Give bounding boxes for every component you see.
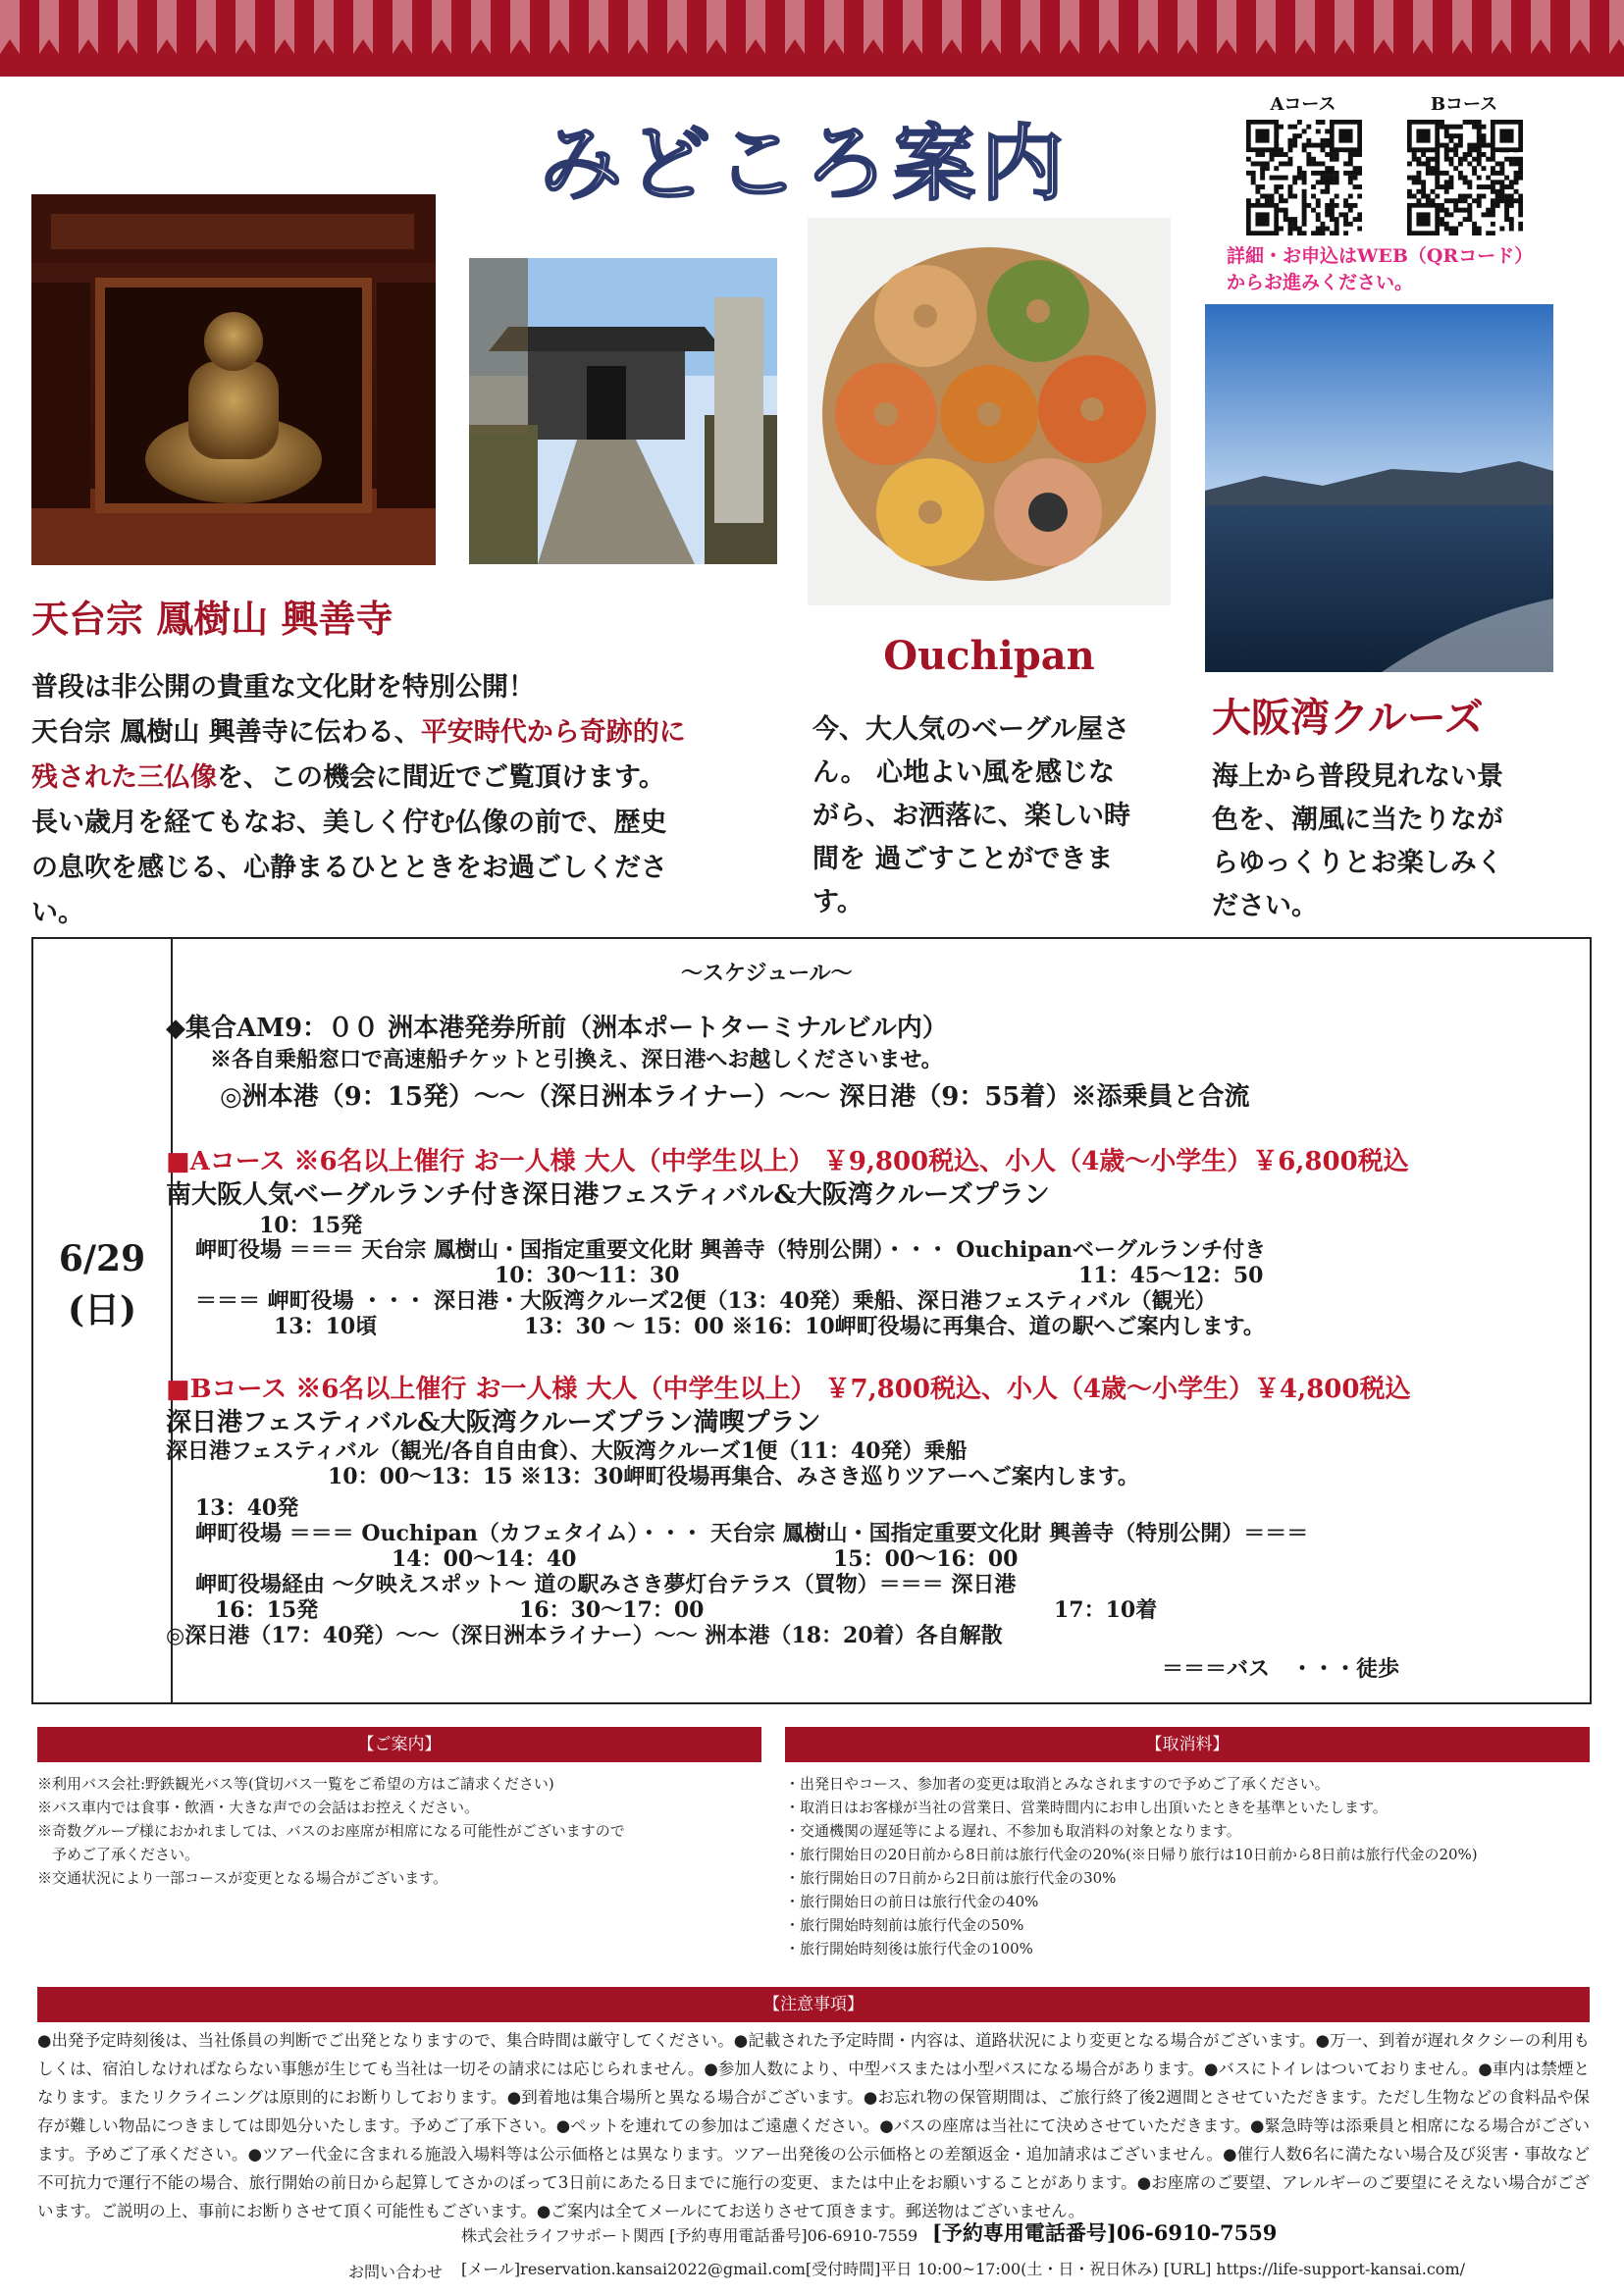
cancel-item: ・旅行開始日の7日前から2日前は旅行代金の30% — [785, 1869, 1117, 1887]
course-b-line1: 深日港フェスティバル（観光/各自自由食）、大阪湾クルーズ1便（11：40発）乗船 — [166, 1438, 968, 1464]
meet-note: ※各自乗船窓口で高速船チケットと引換え、深日港へお越しくださいませ。 — [210, 1047, 943, 1072]
course-a-line3b: 11：45～12：50 — [1078, 1263, 1264, 1288]
qr-code-b[interactable] — [1407, 120, 1523, 235]
qr-note — [1227, 243, 1550, 296]
course-b-line3: 13：40発 — [195, 1495, 299, 1521]
ferry-line: ◎洲本港（9：15発）～～（深日洲本ライナー）～～ 深日港（9：55着）※添乗員と合流 — [220, 1082, 1250, 1112]
temple-description — [31, 665, 777, 936]
cruise-line2: 色を、潮風に当たりなが — [1212, 805, 1503, 835]
temple-line6: い。 — [31, 898, 84, 928]
course-a-line3a: 10：30～11：30 — [495, 1263, 680, 1288]
course-a-title: ■Aコース ※6名以上催行 お一人様 大人（中学生以上） ￥9,800税込、小人（4歳～小学生）￥6,800税込 — [166, 1147, 1409, 1176]
bakery-description — [812, 708, 1185, 924]
bakery-line1: 今、大人気のベーグル屋さ — [812, 714, 1130, 745]
weekday-text: (日) — [67, 1289, 137, 1331]
schedule-box — [31, 937, 1592, 1704]
notes-body: ●出発予定時刻後は、当社係員の判断でご出発となりますので、集合時間は厳守してください。●記載された予定時間・内容は、道路状況により変更となる場合がございます。●万一、到着が遅れタクシーの利用もしくは、宿泊しなければならない事態が生じても当社は一切その請求には応じられません。●参加人数により、中型バスまたは小型バスになる場合があります。●バスにトイレはついておりません。●車内は禁煙となります。またリクライニングは原則的にお断りしております。●到着地は集合場所と異なる場合がございます。●お忘れ物の保管期間は、ご旅行終了後2週間とさせていただきます。ただし生物などの食料品や保存が難しい物品につきましては即処分いたします。予めご了承下さい。●ペットを連れての参加はご遠慮ください。●バスの座席は当社にて決めさせていただきます。●緊急時等は添乗員と相席になる場合がございます。予めご了承ください。●ツアー代金に含まれる施設入場料等は公示価格とは異なります。ツアー出発後の公示価格との差額返金・追加請求はございません。●催行人数6名に満たない場合及び災害・事故など不可抗力で運行不能の場合、旅行開始の前日から起算してさかのぼって3日前にあたる日までに施行の変更、または中止をお願いすることがあります。●お座席のご要望、アレルギーのご要望にそえない場合がございます。ご説明の上、事前にお断りさせて頂く可能性もございます。●ご案内は全てメールにてお送りさせて頂きます。郵送物はございません。 — [37, 2031, 1590, 2220]
bakery-line2: ん。 心地よい風を感じな — [812, 757, 1116, 788]
cruise-title: 大阪湾クルーズ — [1212, 695, 1484, 741]
course-a-line5a: 13：10頃 — [274, 1314, 378, 1339]
buddha-statue-photo — [31, 194, 436, 565]
qr-code-a[interactable] — [1246, 120, 1362, 235]
bagels-photo — [808, 218, 1171, 605]
course-b-line7c: 17：10着 — [1054, 1597, 1158, 1623]
bakery-line3: がら、お洒落に、楽しい時 — [812, 801, 1130, 831]
contact-label: お問い合わせ — [348, 2263, 444, 2281]
osaka-bay-photo — [1205, 304, 1553, 672]
meet-line: ◆集合AM9：００ 洲本港発券所前（洲本ポートターミナルビル内） — [166, 1014, 948, 1043]
course-b-plan: 深日港フェスティバル&大阪湾クルーズプラン満喫プラン — [166, 1408, 821, 1437]
qr-note-line2: からお進みください。 — [1227, 272, 1414, 293]
course-b-line8: ◎深日港（17：40発）～～（深日洲本ライナー）～～ 洲本港（18：20着）各自解散 — [166, 1623, 1003, 1648]
schedule-date — [33, 1233, 171, 1335]
cancel-item: ・旅行開始日の前日は旅行代金の40% — [785, 1893, 1039, 1910]
course-b-line5a: 14：00～14：40 — [392, 1546, 577, 1572]
guide-item: ※交通状況により一部コースが変更となる場合がございます。 — [37, 1869, 448, 1887]
bakery-line5: す。 — [812, 887, 864, 917]
contact-company: 株式会社ライフサポート関西 [予約専用電話番号]06-6910-7559 — [461, 2226, 918, 2245]
guide-item: ※奇数グループ様におかれましては、バスのお座席が相席になる可能性がございますので — [37, 1822, 625, 1840]
qr-code-icon — [1246, 120, 1362, 235]
cancel-item: ・旅行開始時刻前は旅行代金の50% — [785, 1916, 1024, 1934]
cruise-line3: らゆっくりとお楽しみく — [1212, 848, 1503, 878]
guide-list — [37, 1772, 763, 1890]
temple-line3: 残された三仏像を、この機会に間近でご覧頂けます。 — [31, 762, 665, 793]
cancel-item: ・出発日やコース、参加者の変更は取消とみなされますので予めご了承ください。 — [785, 1775, 1330, 1793]
temple-title: 天台宗 鳳樹山 興善寺 — [31, 597, 393, 641]
contact-email-url: [メール]reservation.kansai2022@gmail.com[受付時間]平日 10:00~17:00(土・日・祝日休み) [URL] https://life-support-kansai.com/ — [461, 2260, 1466, 2278]
temple-gate-photo — [469, 258, 777, 564]
course-a-line4: ＝＝＝ 岬町役場 ・・・ 深日港・大阪湾クルーズ2便（13：40発）乗船、深日港フェスティバル（観光） — [195, 1288, 1217, 1314]
guide-item: 予めご了承ください。 — [37, 1846, 200, 1863]
cancel-item: ・旅行開始時刻後は旅行代金の100% — [785, 1940, 1033, 1957]
schedule-divider — [171, 939, 173, 1702]
qr-a-label: Aコース — [1270, 94, 1336, 115]
temple-line4: 長い歳月を経てもなお、美しく佇む仏像の前で、歴史 — [31, 808, 667, 838]
qr-note-line1: 詳細・お申込はWEB（QRコード） — [1227, 245, 1534, 267]
notes-heading: 【注意事項】 — [37, 1987, 1590, 2022]
chevron-pattern — [0, 0, 1624, 77]
page-title: みどころ案内 — [539, 115, 1070, 212]
course-b-line7b: 16：30～17：00 — [519, 1597, 705, 1623]
course-b-line7a: 16：15発 — [215, 1597, 319, 1623]
cancel-item: ・取消日はお客様が当社の営業日、営業時間内にお申し出頂いたときを基準といたします。 — [785, 1799, 1388, 1816]
course-b-line5b: 15：00～16：00 — [833, 1546, 1019, 1572]
cancel-item: ・交通機関の遅延等による遅れ、不参加も取消料の対象となります。 — [785, 1822, 1241, 1840]
course-a-plan: 南大阪人気ベーグルランチ付き深日港フェスティバル&大阪湾クルーズプラン — [166, 1180, 1050, 1210]
course-b-line6: 岬町役場経由 ～夕映えスポット～ 道の駅みさき夢灯台テラス（買物）＝＝＝ 深日港 — [195, 1572, 1017, 1597]
guide-item: ※利用バス会社:野鉄観光バス等(貸切バス一覧をご希望の方はご請求ください) — [37, 1775, 554, 1793]
cruise-line1: 海上から普段見れない景 — [1212, 761, 1503, 792]
course-b-line2: 10：00～13：15 ※13：30岬町役場再集合、みさき巡りツアーへご案内します。 — [328, 1464, 1139, 1489]
qr-code-icon — [1407, 120, 1523, 235]
cancel-item: ・旅行開始日の20日前から8日前は旅行代金の20%(※日帰り旅行は10日前から8日前は旅行代金の20%) — [785, 1846, 1478, 1863]
bakery-title: Ouchipan — [883, 633, 1095, 679]
course-a-line2: 岬町役場 ＝＝＝ 天台宗 鳳樹山・国指定重要文化財 興善寺（特別公開）・・・ Ouchipanベーグルランチ付き — [195, 1237, 1267, 1263]
bakery-line4: 間を 過ごすことができま — [812, 844, 1114, 874]
course-b-line4: 岬町役場 ＝＝＝ Ouchipan（カフェタイム）・・・ 天台宗 鳳樹山・国指定重要文化財 興善寺（特別公開）＝＝＝ — [195, 1521, 1309, 1546]
schedule-heading: ～スケジュール～ — [681, 961, 853, 986]
guide-item: ※バス車内では食事・飲酒・大きな声での会話はお控えください。 — [37, 1799, 480, 1816]
cancel-heading: 【取消料】 — [785, 1727, 1590, 1762]
course-b-title: ■Bコース ※6名以上催行 お一人様 大人（中学生以上） ￥7,800税込、小人（4歳～小学生）￥4,800税込 — [166, 1375, 1411, 1404]
temple-line2: 天台宗 鳳樹山 興善寺に伝わる、平安時代から奇跡的に — [31, 717, 686, 748]
qr-b-label: Bコース — [1430, 94, 1498, 115]
cruise-line4: ださい。 — [1212, 891, 1318, 921]
transport-legend: ＝＝＝バス ・・・徒歩 — [1162, 1656, 1400, 1682]
cancel-list — [785, 1772, 1590, 1960]
course-a-line5b: 13：30 ～ 15：00 ※16：10岬町役場に再集合、道の駅へご案内します。 — [524, 1314, 1265, 1339]
guide-heading: 【ご案内】 — [37, 1727, 761, 1762]
cruise-description — [1212, 756, 1575, 928]
contact-phone: [予約専用電話番号]06-6910-7559 — [932, 2220, 1278, 2245]
temple-line5: の息吹を感じる、心静まるひとときをお過ごしくださ — [31, 853, 667, 883]
course-a-line1: 10：15発 — [259, 1213, 363, 1238]
date-text: 6/29 — [58, 1238, 146, 1279]
top-decorative-band — [0, 0, 1624, 77]
temple-line1: 普段は非公開の貴重な文化財を特別公開！ — [31, 672, 535, 703]
